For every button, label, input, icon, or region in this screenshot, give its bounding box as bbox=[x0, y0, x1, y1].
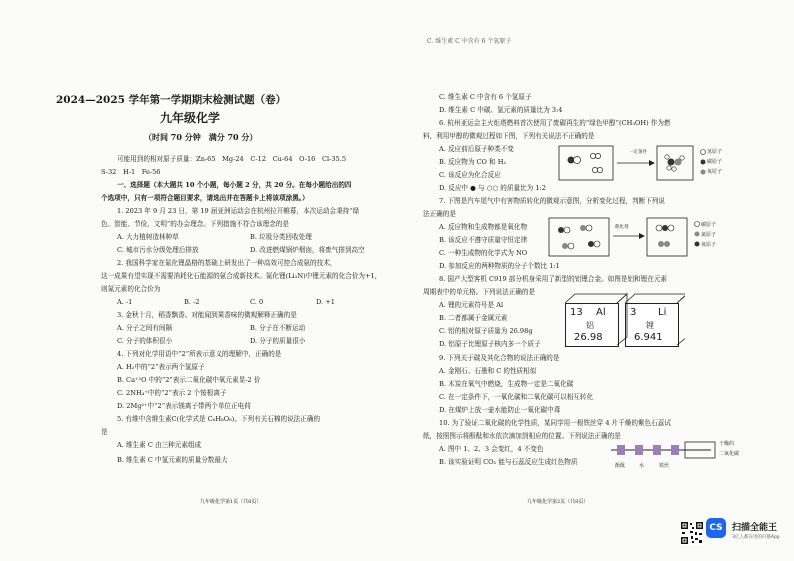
q6-diagram bbox=[557, 140, 732, 190]
q5-b: B. 维生素 C 中氢元素的质量分数最大 bbox=[117, 456, 228, 464]
q3-a: A. 分子之间有间隔 bbox=[117, 324, 173, 332]
q10-label-2: 水 bbox=[639, 463, 645, 469]
q9-c: C. 在一定条件下，一氧化碳和二氧化碳可以相互转化 bbox=[439, 393, 594, 401]
q4: 4. 下列对化学用语中“2”所表示意义的理解中，正确的是 bbox=[117, 350, 282, 358]
q8-d: D. 铝原子比锂原子核内多一个质子 bbox=[439, 340, 541, 348]
q7: 7. 下图是汽车尾气中有害物质转化的微观示意图，分析变化过程，判断下列说 bbox=[439, 197, 665, 205]
section-1b: 个选项中，只有一项符合题目要求，请选出并在答题卡上将该项涂黑。） bbox=[101, 194, 309, 202]
q3: 3. 金秋十月，稻香飘香。对能闻到果香味的微观解释正确的是 bbox=[117, 311, 297, 319]
q10-diagram bbox=[609, 441, 729, 463]
q7-legend-1: 碳原子 bbox=[701, 222, 717, 228]
q7b: 法正确的是 bbox=[423, 210, 456, 218]
li-mass: 6.941 bbox=[634, 332, 663, 343]
q1-c: C. 城市污水分级处理后排放 bbox=[117, 246, 199, 254]
al-mass: 26.98 bbox=[574, 332, 603, 343]
q7-b: B. 该反应不遵守质量守恒定律 bbox=[439, 236, 528, 244]
q2-a: A. -1 bbox=[117, 298, 133, 306]
q8-a: A. 锂的元素符号是 Al bbox=[439, 301, 504, 309]
q2-c: C. 0 bbox=[250, 298, 264, 306]
q10b: 纸，按照图示将酚酞和水依次滴加到相应的位置。下列说法正确的是 bbox=[423, 432, 621, 440]
li-symbol: Li bbox=[658, 307, 667, 318]
q5-a: A. 维生素 C 由三种元素组成 bbox=[117, 441, 202, 449]
q6: 6. 杭州亚运会主火炬塔燃料首次使用了废碳再生的“绿色甲醇”(CH₃OH) 作为燃 bbox=[439, 119, 671, 127]
q6-a: A. 反应前后原子种类不变 bbox=[439, 145, 514, 153]
q6-c: C. 该反应为化合反应 bbox=[439, 171, 501, 179]
q1: 1. 2023 年 9 月 23 日，第 19 届亚洲运动会在杭州拉开帷幕，本次运动会秉持“绿 bbox=[117, 207, 360, 215]
q8-c: C. 铝的相对原子质量为 26.98g bbox=[439, 327, 533, 335]
q7-c: C. 一种生成物的化学式为 NO bbox=[439, 249, 528, 257]
q4-b: B. Ca⁺²O 中的“2”表示二氧化碳中氧元素显-2 价 bbox=[117, 376, 261, 384]
q6-arrow-label: 一定条件 bbox=[629, 150, 647, 155]
q4-d: D. 2Mg²⁺中“2”表示镁离子带两个单位正电荷 bbox=[117, 402, 251, 410]
brand-name: 扫描全能王 bbox=[732, 523, 778, 533]
q2b: 这一成果有望实现不需要消耗化石能源的氨合成新技术。氮化锂(Li₃N)中锂元素的化合价为+1, bbox=[101, 272, 377, 280]
q7-arrow-label: 催化剂 bbox=[615, 225, 629, 230]
element-card-3d bbox=[563, 292, 685, 348]
page-right bbox=[397, 0, 794, 561]
q10-label-1: 酚酞 bbox=[615, 463, 626, 469]
q4-c: C. 2NH₄⁺中的“2”表示 2 个铵根离子 bbox=[117, 389, 227, 397]
q4-a: A. H₂中的“2”表示两个氢原子 bbox=[117, 363, 205, 371]
q3-d: D. 分子的质量很小 bbox=[250, 337, 306, 345]
q6-legend-3: 氧原子 bbox=[707, 169, 723, 175]
q10-b: B. 该实验证明 CO₂ 能与石蕊反应生成红色物质 bbox=[439, 458, 578, 466]
section-1: 一、选择题（本大题共 10 个小题，每小题 2 分，共 20 分。在每小题给出的四 bbox=[117, 181, 352, 189]
q3-c: C. 分子的体积很小 bbox=[117, 337, 173, 345]
q2c: 则氮元素的化合价为 bbox=[101, 285, 161, 293]
camscanner-logo-icon: CS bbox=[706, 518, 726, 538]
q10-label-5: 二氧化碳 bbox=[719, 451, 740, 457]
footer-right: 九年级化学第2页（共8页） bbox=[527, 499, 589, 505]
al-name: 铝 bbox=[586, 321, 594, 330]
q7-d: D. 参加反应的两种物质的分子个数比 1:1 bbox=[439, 262, 560, 270]
exam-title: 2024—2025 学年第一学期期末检测试题（卷） bbox=[56, 94, 287, 106]
q5-d: D. 维生素 C 中碳、氢元素的质量比为 3:4 bbox=[439, 106, 563, 114]
atomic-line-2: S-32 H-1 Fe-56 bbox=[101, 168, 161, 176]
q10-label-4: 干燥的 bbox=[719, 441, 735, 447]
q9-b: B. 木炭在氧气中燃烧，生成物一定是二氧化碳 bbox=[439, 380, 574, 388]
q5b: 是 bbox=[101, 428, 108, 436]
q1-b: B. 垃圾分类回收处理 bbox=[250, 233, 312, 241]
q10: 10. 为了验证二氧化碳的化学性质，某同学用一根铁丝穿 4 片干燥的紫色石蕊试 bbox=[439, 419, 671, 427]
q3-b: B. 分子在不断运动 bbox=[250, 324, 306, 332]
q8b: 周期表中的单元格。下列说法正确的是 bbox=[423, 288, 536, 296]
al-symbol: Al bbox=[596, 307, 606, 318]
q6-legend-2: 碳原子 bbox=[707, 159, 723, 165]
q7-legend-2: 氮原子 bbox=[701, 232, 717, 238]
brand-tagline: 3亿人都在用的扫描App bbox=[732, 535, 780, 540]
qr-code-icon bbox=[680, 521, 704, 545]
al-number: 13 bbox=[570, 307, 583, 318]
q10-label-3: 铁丝 bbox=[659, 463, 670, 469]
q8-b: B. 二者都属于金属元素 bbox=[439, 314, 508, 322]
q1b: 色、智能、节俭、文明”的办会理念。下列措施不符合该理念的是 bbox=[101, 220, 289, 228]
q2-d: D. +1 bbox=[316, 298, 335, 306]
q5-c: C. 维生素 C 中含有 6 个氢原子 bbox=[439, 93, 532, 101]
atomic-line-1: 可能用到的相对原子质量：Zn-65 Mg-24 C-12 Cu-64 O-16 Cl-35.5 bbox=[117, 155, 347, 163]
exam-meta: （时间 70 分钟 满分 70 分） bbox=[144, 132, 258, 142]
q6-legend-1: 氢原子 bbox=[707, 149, 723, 155]
q5: 5. 有维中含维生素C(化学式是 C₆H₈O₆)。下列有关石棉的说法正确的 bbox=[117, 415, 321, 423]
footer-left: 九年级化学第1页（共8页） bbox=[200, 499, 262, 505]
q7-diagram bbox=[547, 214, 717, 262]
q1-d: D. 改进燃煤锅炉烟囱，将废气排到高空 bbox=[250, 246, 365, 254]
exam-subject: 九年级化学 bbox=[160, 111, 221, 125]
q9-a: A. 金刚石、石墨和 C 的性质相似 bbox=[439, 367, 537, 375]
cutoff-header: C. 维生素 C 中含有 6 个氧原子 bbox=[427, 38, 512, 45]
q6-b: B. 反应物为 CO 和 H₂ bbox=[439, 158, 507, 166]
q2: 2. 我国科学家在氮化锂晶格的基础上研发出了一种高效可控合成氨的技术， bbox=[117, 259, 337, 267]
q1-a: A. 大力植树造林种草 bbox=[117, 233, 179, 241]
q9-d: D. 在煤炉上放一壶水能防止一氧化碳中毒 bbox=[439, 406, 561, 414]
q7-legend-3: 氧原子 bbox=[701, 242, 717, 248]
q7-a: A. 反应物和生成物都是氧化物 bbox=[439, 223, 528, 231]
q6-d: D. 反应中 ● 与 ○○ 的质量比为 1:2 bbox=[439, 184, 546, 192]
li-number: 3 bbox=[630, 307, 637, 318]
q10-a: A. 图中 1、2、3 会变红，4 不变色 bbox=[439, 445, 544, 453]
li-name: 锂 bbox=[646, 321, 654, 330]
q6b: 料，利用甲醇的微观过程如下图，下列有关说法不正确的是 bbox=[423, 132, 595, 140]
q9: 9. 下列关于碳及其化合物的说法正确的是 bbox=[439, 354, 560, 362]
q2-b: B. -2 bbox=[184, 298, 200, 306]
q8: 8. 国产大型客机 C919 部分机身采用了新型的铝锂合金。如图是铝和锂在元素 bbox=[439, 275, 668, 283]
